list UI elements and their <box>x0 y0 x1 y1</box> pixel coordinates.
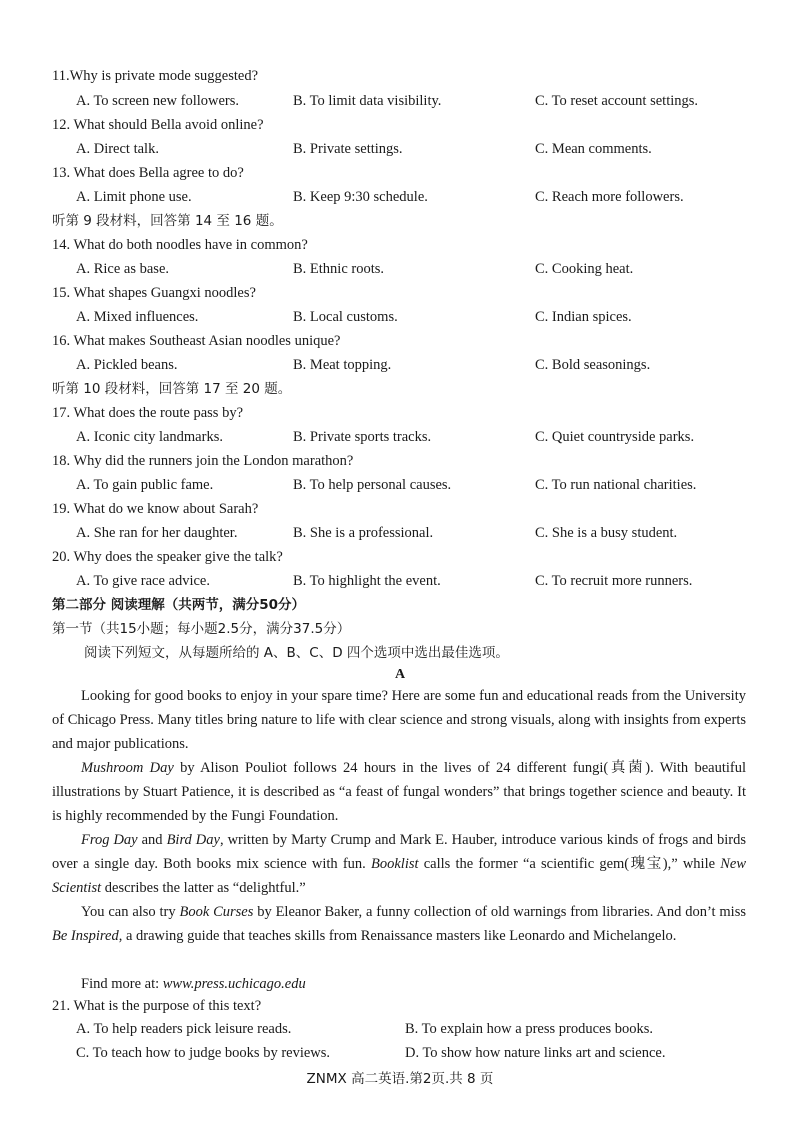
q16-option-a: A. Pickled beans. <box>76 357 178 373</box>
q11-option-a: A. To screen new followers. <box>76 93 240 109</box>
q16-option-b: B. Meat topping. <box>293 357 392 373</box>
question-18: 18. Why did the runners join the London marathon? <box>52 453 354 469</box>
q18-option-b: B. To help personal causes. <box>293 477 452 493</box>
section-10-instruction: 听第 10 段材料，回答第 17 至 20 题。 <box>52 381 292 397</box>
q17-option-b: B. Private sports tracks. <box>293 429 432 445</box>
passage-label: A <box>394 667 406 682</box>
passage-paragraph-4 <box>52 900 746 948</box>
page-footer: ZNMX 高二英语.第2页.共 8 页 <box>306 1071 494 1087</box>
book-title-be-inspired: Be Inspired <box>52 928 119 944</box>
q19-option-b: B. She is a professional. <box>293 525 434 541</box>
book-title-book-curses: Book Curses <box>179 904 254 920</box>
paragraph-4-end: , a drawing guide that teaches skills from Renaissance masters like Leonardo and Michelangelo. <box>118 928 677 944</box>
question-20: 20. Why does the speaker give the talk? <box>52 549 283 565</box>
q13-option-b: B. Keep 9:30 schedule. <box>293 189 428 205</box>
q17-option-a: A. Iconic city landmarks. <box>76 429 223 445</box>
q12-option-a: A. Direct talk. <box>76 141 159 157</box>
passage-paragraph-1: Looking for good books to enjoy in your spare time? Here are some fun and educational reads from the University of Chicago Press. Many titles bring nature to life with clear science and strong visuals, along with insights from experts and major publications. <box>52 688 746 752</box>
paragraph-4-text: by Eleanor Baker, a funny collection of old warnings from libraries. And don’t miss <box>253 904 746 920</box>
reading-instruction: 阅读下列短文，从每题所给的 A、B、C、D 四个选项中选出最佳选项。 <box>84 645 509 661</box>
question-21: 21. What is the purpose of this text? <box>52 998 262 1014</box>
q13-option-c: C. Reach more followers. <box>535 189 684 205</box>
paragraph-4-start: You can also try <box>81 904 180 920</box>
section-1-title: 第一节（共15小题；每小题2.5分，满分37.5分） <box>52 621 351 637</box>
paragraph-3-text: , written by Marty Crump and Mark E. Hauber, introduce various kinds of frogs and birds over a single day. Both books mix science with fun. <box>52 832 747 872</box>
q20-option-c: C. To recruit more runners. <box>535 573 693 589</box>
q21-option-c: C. To teach how to judge books by reviews. <box>76 1045 331 1061</box>
q21-option-d: D. To show how nature links art and science. <box>405 1045 666 1061</box>
q17-option-c: C. Quiet countryside parks. <box>535 429 695 445</box>
part-2-title: 第二部分 阅读理解（共两节，满分50分） <box>52 597 305 613</box>
section-9-instruction: 听第 9 段材料，回答第 14 至 16 题。 <box>52 213 283 229</box>
q18-option-c: C. To run national charities. <box>535 477 697 493</box>
question-12: 12. What should Bella avoid online? <box>52 117 264 133</box>
q16-option-c: C. Bold seasonings. <box>535 357 651 373</box>
publication-new-scientist: New Scientist <box>52 856 746 896</box>
q15-option-a: A. Mixed influences. <box>76 309 199 325</box>
question-17: 17. What does the route pass by? <box>52 405 244 421</box>
passage-paragraph-5 <box>52 972 746 996</box>
publication-booklist: Booklist <box>371 856 419 872</box>
q11-option-c: C. To reset account settings. <box>535 93 699 109</box>
q11-option-b: B. To limit data visibility. <box>293 93 442 109</box>
passage-paragraph-2 <box>52 756 746 828</box>
q21-option-a: A. To help readers pick leisure reads. <box>76 1021 292 1037</box>
find-more-label: Find more at: <box>81 976 163 992</box>
book-title-mushroom-day: Mushroom Day <box>81 760 174 776</box>
q20-option-b: B. To highlight the event. <box>293 573 441 589</box>
q14-option-b: B. Ethnic roots. <box>293 261 385 277</box>
question-13: 13. What does Bella agree to do? <box>52 165 244 181</box>
q14-option-c: C. Cooking heat. <box>535 261 634 277</box>
question-19: 19. What do we know about Sarah? <box>52 501 259 517</box>
paragraph-3-end: describes the latter as “delightful.” <box>101 880 306 896</box>
question-11: 11.Why is private mode suggested? <box>52 68 259 84</box>
q19-option-a: A. She ran for her daughter. <box>76 525 238 541</box>
book-title-frog-day: Frog Day <box>81 832 138 848</box>
q19-option-c: C. She is a busy student. <box>535 525 678 541</box>
q12-option-b: B. Private settings. <box>293 141 403 157</box>
press-url: www.press.uchicago.edu <box>162 976 306 992</box>
question-15: 15. What shapes Guangxi noodles? <box>52 285 256 301</box>
book-title-bird-day: Bird Day <box>166 832 220 848</box>
question-16: 16. What makes Southeast Asian noodles unique? <box>52 333 341 349</box>
q13-option-a: A. Limit phone use. <box>76 189 192 205</box>
q18-option-a: A. To gain public fame. <box>76 477 214 493</box>
paragraph-3-and: and <box>137 832 167 848</box>
q21-option-b: B. To explain how a press produces books. <box>405 1021 654 1037</box>
paragraph-2-text: by Alison Pouliot follows 24 hours in the lives of 24 different fungi(真菌). With beautiful illustrations by Stuart Patience, it is described as “a feast of fungal wonders” that brings together science and beauty. It is highly recommended by the Fungi Foundation. <box>52 760 746 824</box>
question-14: 14. What do both noodles have in common? <box>52 237 308 253</box>
q15-option-c: C. Indian spices. <box>535 309 632 325</box>
q14-option-a: A. Rice as base. <box>76 261 170 277</box>
passage-paragraph-3 <box>52 828 746 900</box>
q15-option-b: B. Local customs. <box>293 309 398 325</box>
paragraph-3-text-2: calls the former “a scientific gem(瑰宝),” while <box>418 856 721 872</box>
q12-option-c: C. Mean comments. <box>535 141 652 157</box>
q20-option-a: A. To give race advice. <box>76 573 210 589</box>
